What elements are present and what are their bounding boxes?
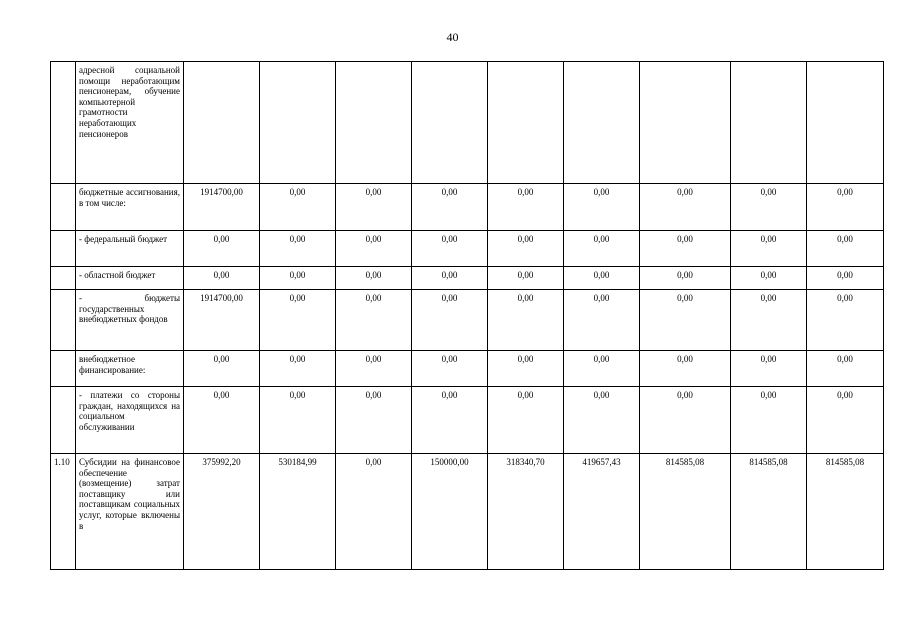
value-cell: 0,00 xyxy=(336,231,412,267)
value-cell: 150000,00 xyxy=(412,454,488,570)
row-index-cell xyxy=(51,62,76,184)
value-cell: 0,00 xyxy=(731,184,807,231)
value-cell xyxy=(412,62,488,184)
value-cell: 0,00 xyxy=(488,290,564,351)
row-index-cell xyxy=(51,351,76,387)
value-cell: 0,00 xyxy=(731,290,807,351)
value-cell: 0,00 xyxy=(564,351,640,387)
row-description-cell: Субсидии на финансовое обеспечение (возмещение) затрат поставщику или поставщикам социальных услуг, которые включены в xyxy=(76,454,184,570)
row-description-cell: бюджетные ассигнования, в том числе: xyxy=(76,184,184,231)
value-cell: 0,00 xyxy=(807,184,884,231)
budget-table xyxy=(50,61,884,570)
table-row xyxy=(51,184,884,231)
value-cell: 0,00 xyxy=(807,231,884,267)
value-cell: 0,00 xyxy=(412,387,488,454)
value-cell: 0,00 xyxy=(731,387,807,454)
value-cell: 0,00 xyxy=(488,351,564,387)
table-row xyxy=(51,267,884,290)
value-cell: 0,00 xyxy=(564,387,640,454)
value-cell: 0,00 xyxy=(640,351,731,387)
value-cell: 0,00 xyxy=(564,184,640,231)
value-cell xyxy=(731,62,807,184)
value-cell: 0,00 xyxy=(640,267,731,290)
row-index-cell xyxy=(51,290,76,351)
row-index-cell xyxy=(51,267,76,290)
value-cell: 0,00 xyxy=(336,290,412,351)
value-cell: 0,00 xyxy=(564,267,640,290)
value-cell xyxy=(564,62,640,184)
table-body xyxy=(51,62,884,570)
value-cell: 0,00 xyxy=(260,387,336,454)
value-cell: 530184,99 xyxy=(260,454,336,570)
row-description-cell: - бюджеты государственных внебюджетных фондов xyxy=(76,290,184,351)
table-row xyxy=(51,351,884,387)
value-cell: 419657,43 xyxy=(564,454,640,570)
value-cell: 0,00 xyxy=(488,231,564,267)
value-cell: 318340,70 xyxy=(488,454,564,570)
value-cell: 0,00 xyxy=(807,387,884,454)
value-cell: 0,00 xyxy=(336,454,412,570)
row-description-cell: внебюджетное финансирование: xyxy=(76,351,184,387)
value-cell: 0,00 xyxy=(184,231,260,267)
row-index-cell xyxy=(51,184,76,231)
value-cell: 0,00 xyxy=(412,290,488,351)
value-cell: 0,00 xyxy=(640,290,731,351)
table-row xyxy=(51,231,884,267)
value-cell: 0,00 xyxy=(412,231,488,267)
value-cell: 1914700,00 xyxy=(184,290,260,351)
value-cell: 375992,20 xyxy=(184,454,260,570)
value-cell: 0,00 xyxy=(807,351,884,387)
value-cell: 814585,08 xyxy=(731,454,807,570)
table-row xyxy=(51,454,884,570)
value-cell: 0,00 xyxy=(336,184,412,231)
value-cell: 0,00 xyxy=(564,231,640,267)
value-cell: 0,00 xyxy=(260,351,336,387)
value-cell xyxy=(184,62,260,184)
value-cell: 0,00 xyxy=(731,351,807,387)
row-index-cell: 1.10 xyxy=(51,454,76,570)
value-cell xyxy=(488,62,564,184)
value-cell: 814585,08 xyxy=(640,454,731,570)
value-cell: 0,00 xyxy=(184,351,260,387)
value-cell: 0,00 xyxy=(412,184,488,231)
value-cell: 0,00 xyxy=(184,267,260,290)
row-description-cell: адресной социальной помощи неработающим пенсионерам, обучение компьютерной грамотности неработающих пенсионеров xyxy=(76,62,184,184)
value-cell: 0,00 xyxy=(184,387,260,454)
table-row xyxy=(51,62,884,184)
value-cell: 0,00 xyxy=(807,290,884,351)
value-cell: 0,00 xyxy=(640,184,731,231)
value-cell: 0,00 xyxy=(640,231,731,267)
value-cell: 0,00 xyxy=(564,290,640,351)
value-cell: 0,00 xyxy=(640,387,731,454)
value-cell: 0,00 xyxy=(412,267,488,290)
value-cell xyxy=(640,62,731,184)
row-index-cell xyxy=(51,387,76,454)
table-row xyxy=(51,290,884,351)
row-description-cell: - федеральный бюджет xyxy=(76,231,184,267)
table-row xyxy=(51,387,884,454)
value-cell: 0,00 xyxy=(731,231,807,267)
value-cell xyxy=(336,62,412,184)
value-cell: 0,00 xyxy=(336,351,412,387)
value-cell: 0,00 xyxy=(807,267,884,290)
value-cell: 0,00 xyxy=(412,351,488,387)
value-cell: 0,00 xyxy=(260,267,336,290)
value-cell: 814585,08 xyxy=(807,454,884,570)
value-cell: 0,00 xyxy=(488,184,564,231)
row-description-cell: - платежи со стороны граждан, находящихся на социальном обслуживании xyxy=(76,387,184,454)
value-cell: 1914700,00 xyxy=(184,184,260,231)
page-number: 40 xyxy=(446,30,459,44)
value-cell: 0,00 xyxy=(260,184,336,231)
value-cell: 0,00 xyxy=(731,267,807,290)
row-description-cell: - областной бюджет xyxy=(76,267,184,290)
value-cell xyxy=(807,62,884,184)
value-cell: 0,00 xyxy=(488,387,564,454)
value-cell: 0,00 xyxy=(336,387,412,454)
value-cell: 0,00 xyxy=(260,231,336,267)
row-index-cell xyxy=(51,231,76,267)
value-cell: 0,00 xyxy=(336,267,412,290)
value-cell: 0,00 xyxy=(488,267,564,290)
value-cell xyxy=(260,62,336,184)
value-cell: 0,00 xyxy=(260,290,336,351)
